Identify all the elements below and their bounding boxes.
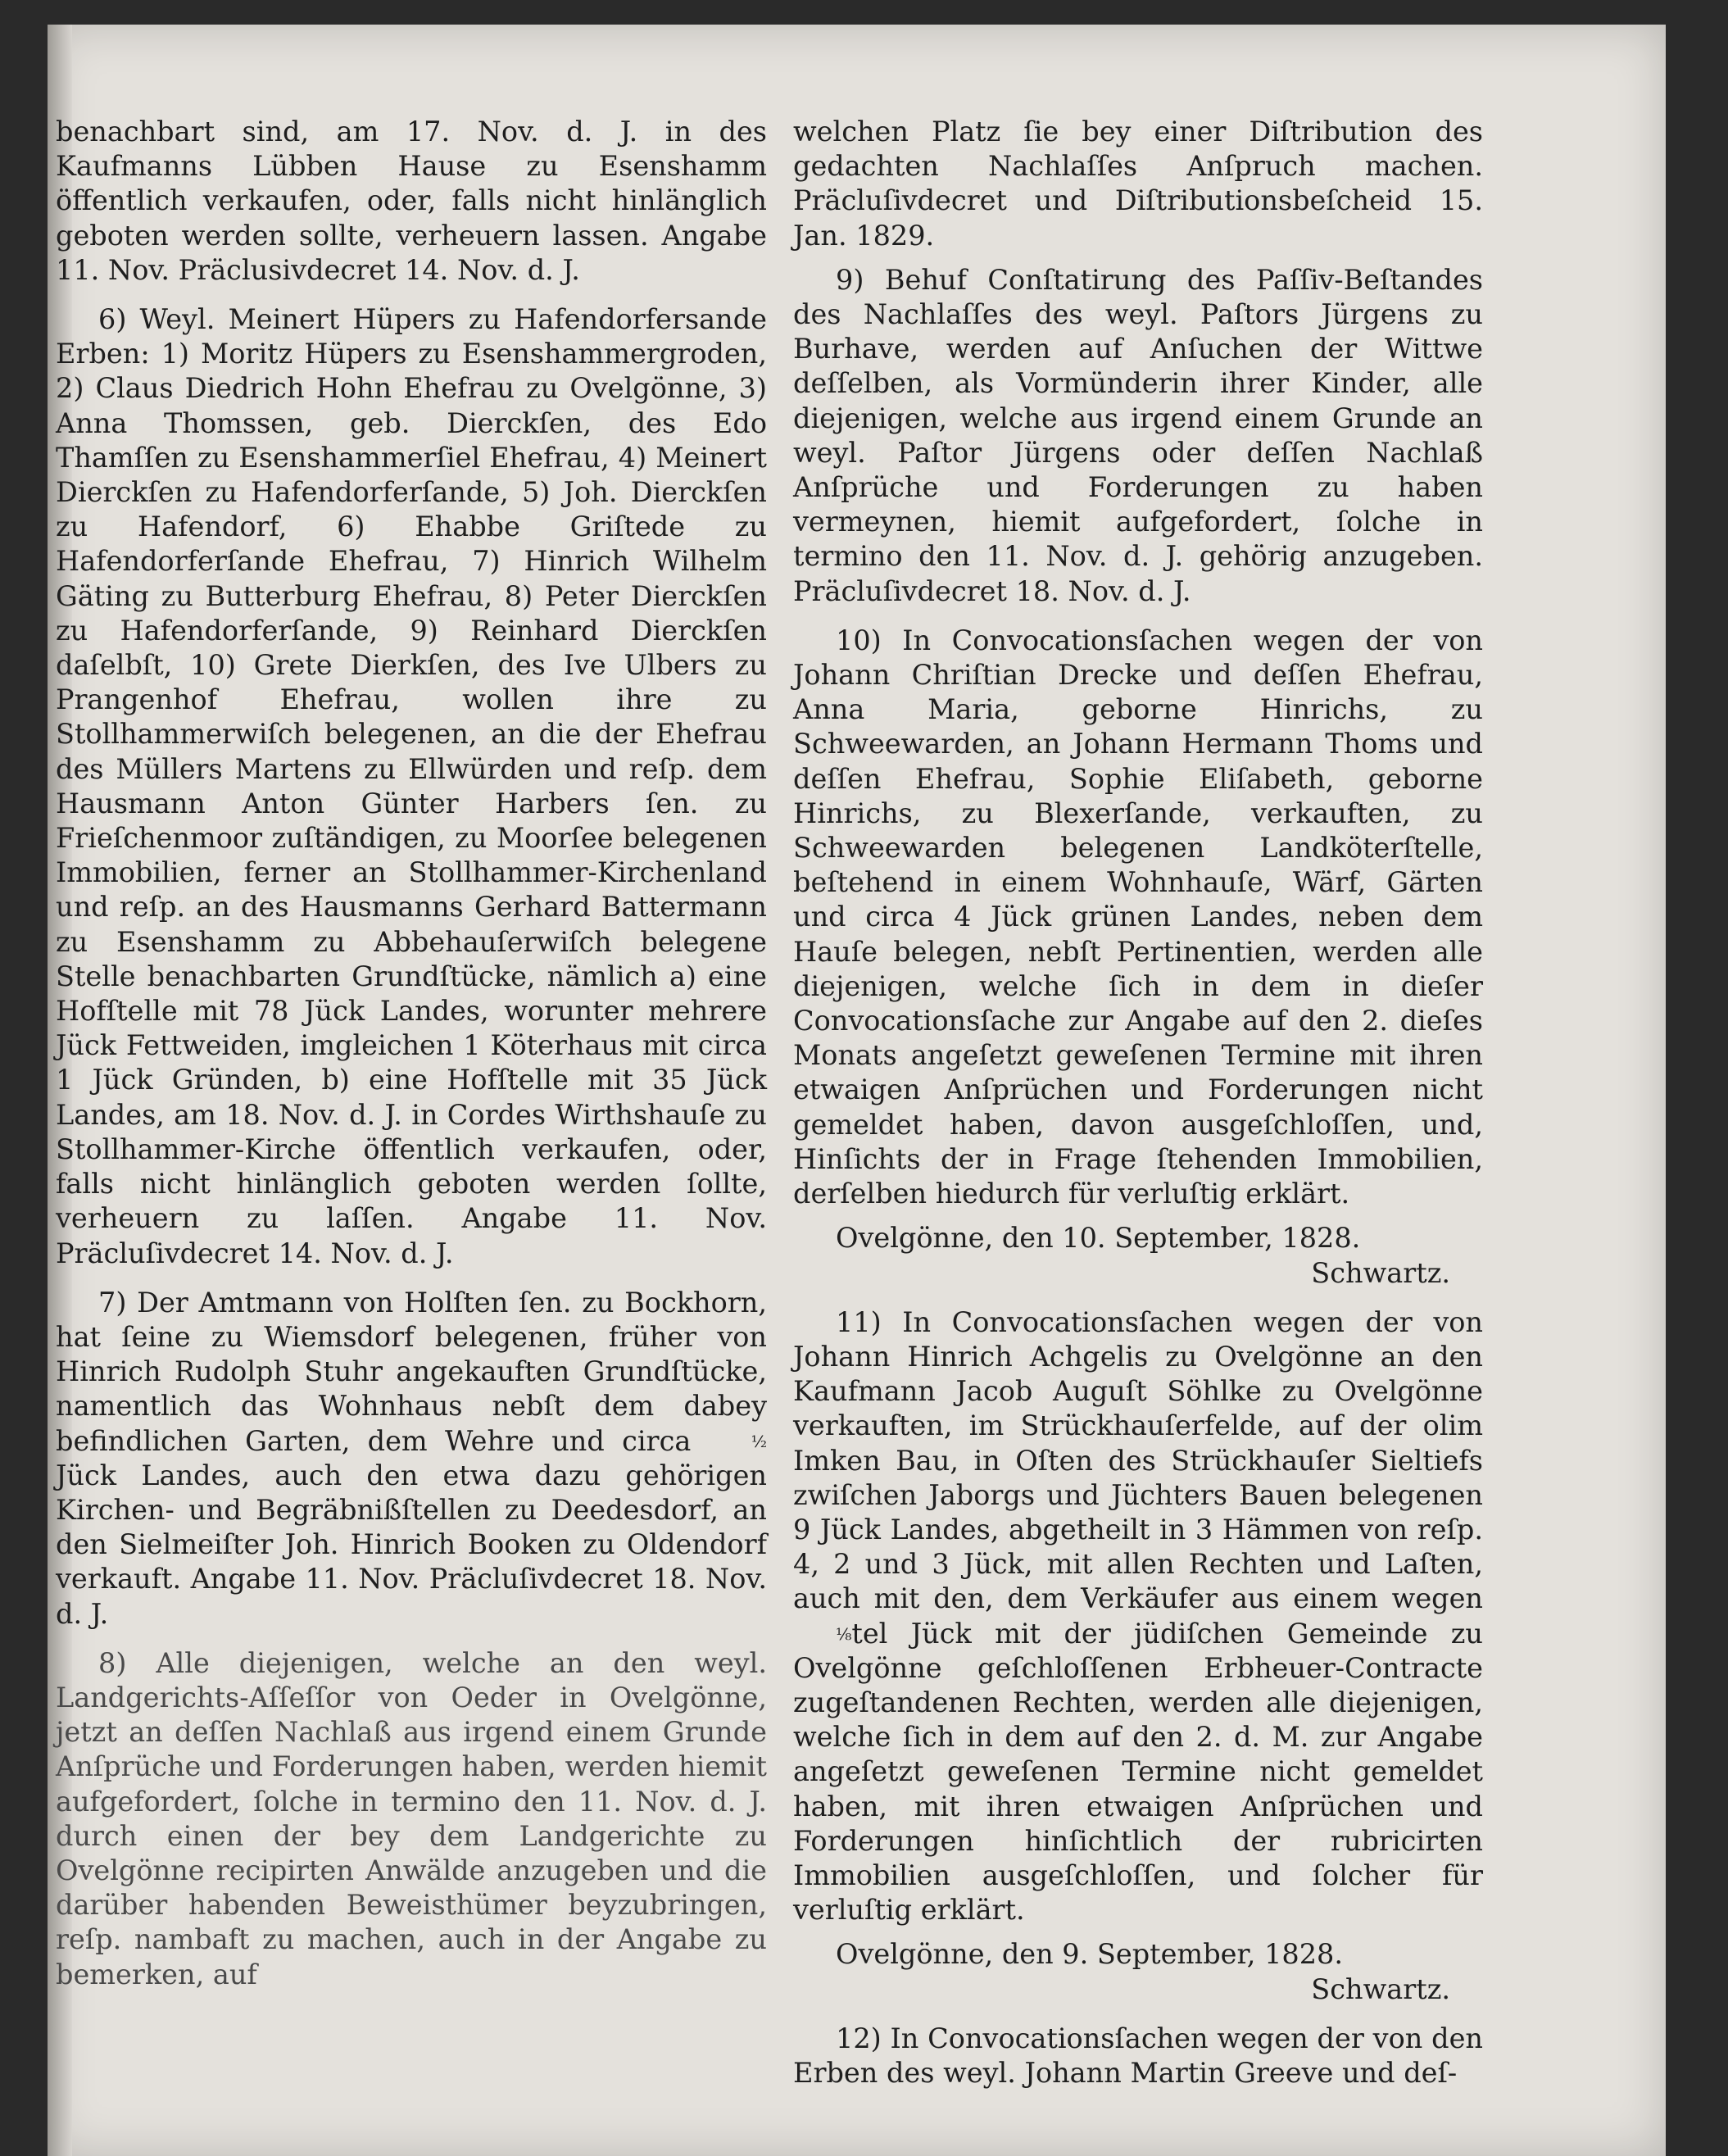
paragraph-text: 10) In Convocationsſachen wegen der von Johann Chriſtian Drecke und deſſen Ehefrau, Anna Maria, geborne Hinrichs, zu Schweewarden, an Johann Hermann Thoms und deſſen Ehefrau, Sophie Eliſabeth, geborne Hinrichs, zu Blexerſande, verkauften, zu Schweewarden belegenen Landköterſtelle, beſtehend in einem Wohnhauſe, Wärf, Gärten und circa 4 Jück grünen Landes, neben dem Hauſe belegen, nebſt Pertinentien, werden alle diejenigen, welche ſich in dem in dieſer Convocationsſache zur Angabe auf den 2. dieſes Monats angeſetzt geweſenen Termine mit ihren etwaigen Anſprüchen und Forderungen nicht gemeldet haben, davon ausgeſchloſſen, und, Hinſichts der in Frage ſtehenden Immobilien, derſelben hiedurch für verluſtig erklärt. xyxy=(793,624,1483,1210)
left-text-column xyxy=(56,115,767,2002)
paragraph-text: 11) In Convocationsſachen wegen der von Johann Hinrich Achgelis zu Ovelgönne an den Kaufmann Jacob Auguſt Söhlke zu Ovelgönne verkauften, im Strückhauſerfelde, auf der olim Imken Bau, in Oſten des Strückhauſer Sieltiefs zwiſchen Jaborgs und Jüchters Bauen belegenen 9 Jück Landes, abgetheilt in 3 Hämmen von reſp. 4, 2 und 3 Jück, mit allen Rechten und Laſten, auch mit den, dem Verkäufer aus einem wegen xyxy=(793,1305,1483,1615)
place-date: Ovelgönne, den 10. September, 1828. xyxy=(836,1222,1361,1255)
paragraph-text: welchen Platz ſie bey einer Diſtribution des gedachten Nachlaſſes Anſpruch machen. Präcluſivdecret und Diſtributionsbeſcheid 15. Jan. 1829. xyxy=(793,116,1483,252)
paragraph-text: 7) Der Amtmann von Holſten ſen. zu Bockhorn, hat ſeine zu Wiemsdorf belegenen, früher von Hinrich Rudolph Stuhr angekauften Grundſtücke, namentlich das Wohnhaus nebſt dem dabey befindlichen Garten, dem Wehre und circa xyxy=(56,1286,767,1457)
signature xyxy=(793,1972,1483,2007)
notice-10 xyxy=(793,624,1483,1211)
fraction-eighth: ⅛ xyxy=(836,1623,852,1644)
notice-9 xyxy=(793,263,1483,609)
paragraph-text: Jück Landes, auch den etwa dazu gehörigen Kirchen- und Begräbnißſtellen zu Deedesdorf, an den Sielmeiſter Joh. Hinrich Booken zu Oldendorf verkauft. Angabe 11. Nov. Präcluſivdecret 18. Nov. d. J. xyxy=(56,1459,767,1630)
notice-6 xyxy=(56,302,767,1271)
paragraph-text: 12) In Convocationsſachen wegen der von den Erben des weyl. Johann Martin Greeve und deſ- xyxy=(793,2022,1483,2089)
paragraph-text: 6) Weyl. Meinert Hüpers zu Hafendorfersande Erben: 1) Moritz Hüpers zu Esenshammergroden, 2) Claus Diedrich Hohn Ehefrau zu Ovelgönne, 3) Anna Thomssen, geb. Dierckſen, des Edo Thamſſen zu Esenshammerſiel Ehefrau, 4) Meinert Dierckſen zu Hafendorferſande, 5) Joh. Dierckſen zu Hafendorf, 6) Ehabbe Griſtede zu Hafendorferſande Ehefrau, 7) Hinrich Wilhelm Gäting zu Butterburg Ehefrau, 8) Peter Dierckſen zu Hafendorferſande, 9) Reinhard Dierckſen daſelbſt, 10) Grete Dierkſen, des Ive Ulbers zu Prangenhof Ehefrau, wollen ihre zu Stollhammerwiſch belegenen, an die der Ehefrau des Müllers Martens zu Ellwürden und reſp. dem Hausmann Anton Günter Harbers ſen. zu Frieſchenmoor zuſtändigen, zu Moorſee belegenen Immobilien, ferner an Stollhammer-Kirchenland und reſp. an des Hausmanns Gerhard Battermann zu Esenshamm zu Abbehauſerwiſch belegene Stelle benachbarten Grundſtücke, nämlich a) eine Hofſtelle mit 78 Jück Landes, worunter mehrere Jück Fettweiden, imgleichen 1 Köterhaus mit circa 1 Jück Gründen, b) eine Hofſtelle mit 35 Jück Landes, am 18. Nov. d. J. in Cordes Wirthshauſe zu Stollhammer-Kirche öffentlich verkaufen, oder, falls nicht hinlänglich geboten werden ſollte, verheuern zu laſſen. Angabe 11. Nov. Präcluſivdecret 14. Nov. d. J. xyxy=(56,303,767,1269)
notice-8-continuation xyxy=(793,115,1483,253)
notice-8 xyxy=(56,1646,767,1992)
place-date-line xyxy=(793,1221,1483,1255)
paragraph-text: 9) Behuf Conſtatirung des Paſſiv-Beſtandes des Nachlaſſes des weyl. Paſtors Jürgens zu Burhave, werden auf Anſuchen der Wittwe deſſelben, als Vormünderin ihrer Kinder, alle diejenigen, welche aus irgend einem Grunde an weyl. Paſtor Jürgens oder deſſen Nachlaß Anſprüche und Forderungen zu haben vermeynen, hiemit aufgefordert, ſolche in termino den 11. Nov. d. J. gehörig anzugeben. Präcluſivdecret 18. Nov. d. J. xyxy=(793,263,1483,607)
right-text-column xyxy=(793,115,1483,2100)
place-date: Ovelgönne, den 9. September, 1828. xyxy=(836,1938,1343,1971)
notice-11 xyxy=(793,1305,1483,1928)
signature-name: Schwartz. xyxy=(1311,1972,1450,2005)
fraction-half: ½ xyxy=(751,1431,767,1451)
place-date-line xyxy=(793,1937,1483,1972)
scanned-page xyxy=(48,25,1666,2156)
signature xyxy=(793,1256,1483,1291)
notice-5-continuation xyxy=(56,115,767,288)
notice-12 xyxy=(793,2022,1483,2090)
paragraph-text: tel Jück mit der jüdiſchen Gemeinde zu Ovelgönne geſchloſſenen Erbheuer-Contracte zugeſtandenen Rechten, werden alle diejenigen, welche ſich in dem auf den 2. d. M. zur Angabe angeſetzt geweſenen Termine nicht gemeldet haben, mit ihren etwaigen Anſprüchen und Forderungen hinſichtlich der rubricirten Immobilien ausgeſchloſſen, und ſolcher für verluſtig erklärt. xyxy=(793,1617,1483,1927)
signature-name: Schwartz. xyxy=(1311,1256,1450,1289)
paragraph-text: 8) Alle diejenigen, welche an den weyl. Landgerichts-Aſſeſſor von Oeder in Ovelgönne, jetzt an deſſen Nachlaß aus irgend einem Grunde Anſprüche und Forderungen haben, werden hiemit aufgefordert, ſolche in termino den 11. Nov. d. J. durch einen der bey dem Landgerichte zu Ovelgönne recipirten Anwälde anzugeben und die darüber habenden Beweisthümer beyzubringen, reſp. nambaft zu machen, auch in der Angabe zu bemerken, auf xyxy=(56,1646,767,1990)
paragraph-text: benachbart sind, am 17. Nov. d. J. in des Kaufmanns Lübben Hause zu Esenshamm öffentlich verkaufen, oder, falls nicht hinlänglich geboten werden sollte, verheuern lassen. Angabe 11. Nov. Präclusivdecret 14. Nov. d. J. xyxy=(56,116,767,286)
notice-7 xyxy=(56,1286,767,1632)
